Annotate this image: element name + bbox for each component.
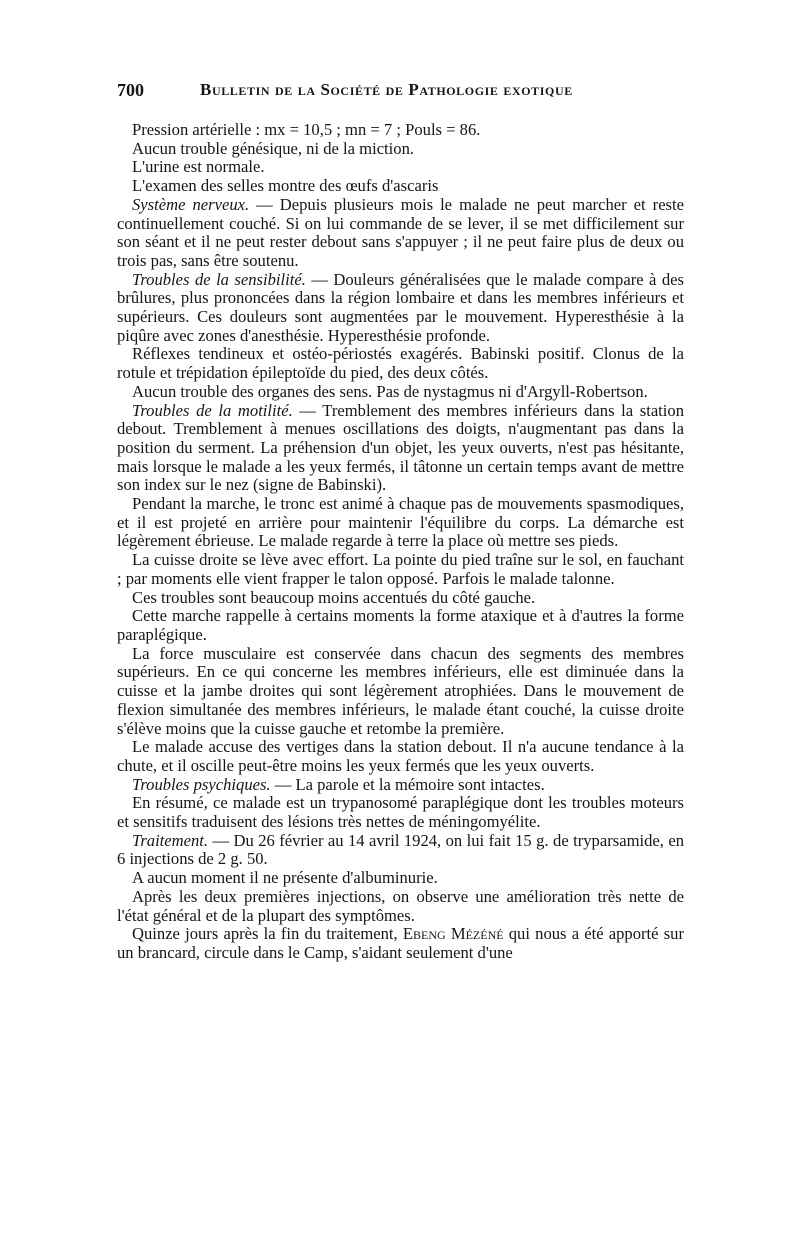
- paragraph: Pendant la marche, le tronc est animé à chaque pas de mouvements spasmodiques, et il est projeté en arrière pour maintenir l'équilibre du corps. La démarche est légèrement ébrieuse. Le malade regarde à terre la place où mettre ses pieds.: [117, 494, 684, 551]
- paragraph: Réflexes tendineux et ostéo-périostés exagérés. Babinski positif. Clonus de la rotule et trépidation épileptoïde du pied, des deux côtés.: [117, 344, 684, 383]
- paragraph: Le malade accuse des vertiges dans la station debout. Il n'a aucune tendance à la chute, et il oscille peut-être moins les yeux fermés que les yeux ouverts.: [117, 737, 684, 775]
- section-paragraph-psychiques: Troubles psychiques. — La parole et la mémoire sont intactes.: [132, 774, 545, 794]
- body-text: [117, 121, 684, 963]
- paragraph: La cuisse droite se lève avec effort. La pointe du pied traîne sur le sol, en fauchant ; par moments elle vient frapper le talon opposé. Parfois le malade talonne.: [117, 550, 684, 588]
- section-heading: Système nerveux.: [132, 194, 250, 214]
- section-heading: Troubles psychiques.: [132, 774, 271, 794]
- paragraph: La force musculaire est conservée dans chacun des segments des membres supérieurs. En ce qui concerne les membres inférieurs, elle est diminuée dans la cuisse et la jambe droites qui sont légèrement atrophiées. Dans le mouvement de flexion simultanée des membres inférieurs, le malade étant couché, la cuisse droite s'élève moins que la cuisse gauche et retombe la première.: [117, 643, 684, 738]
- section-paragraph-motilite: Troubles de la motilité. — Tremblement des membres inférieurs dans la station debout. Tremblement à menues oscillations des doigts, n'augmentant pas dans la position du serment. La préhension d'un objet, les yeux ouverts, n'est pas hésitante, mais lorsque le malade a les yeux fermés, il tâtonne un certain temps avant de mettre son index sur le nez (signe de Babinski).: [117, 400, 684, 495]
- section-heading: Traitement.: [132, 830, 209, 850]
- page-number: 700: [117, 80, 144, 100]
- paragraph: Ces troubles sont beaucoup moins accentués du côté gauche.: [132, 587, 536, 607]
- paragraph: En résumé, ce malade est un trypanosomé paraplégique dont les troubles moteurs et sensitifs traduisent des lésions très nettes de méningomyélite.: [117, 793, 684, 832]
- running-header: [117, 76, 700, 104]
- section-heading: Troubles de la sensibilité.: [132, 269, 306, 289]
- patient-name: Ebeng Mézéné: [402, 924, 504, 944]
- paragraph: A aucun moment il ne présente d'albuminurie.: [132, 868, 438, 888]
- section-paragraph-systeme-nerveux: Système nerveux. — Depuis plusieurs mois le malade ne peut marcher et reste continuellement couché. Si on lui commande de se lever, il se met difficilement sur son séant et il ne peut rester debout sans s'appuyer ; il ne peut faire plus de deux ou trois pas, sans être soutenu.: [117, 194, 684, 270]
- paragraph: Cette marche rappelle à certains moments la forme ataxique et à d'autres la forme paraplégique.: [117, 606, 684, 644]
- paragraph: Aucun trouble génésique, ni de la miction.: [132, 138, 415, 158]
- paragraph: Après les deux premières injections, on observe une amélioration très nette de l'état général et de la plupart des symptômes.: [117, 886, 684, 925]
- section-paragraph-traitement: Traitement. — Du 26 février au 14 avril 1924, on lui fait 15 g. de tryparsamide, en 6 injections de 2 g. 50.: [117, 830, 684, 869]
- paragraph: Pression artérielle : mx = 10,5 ; mn = 7 ; Pouls = 86.: [132, 120, 481, 139]
- section-heading: Troubles de la motilité.: [132, 400, 293, 420]
- paragraph: Quinze jours après la fin du traitement, Ebeng Mézéné qui nous a été apporté sur un brancard, circule dans le Camp, s'aidant seulement d'une: [117, 924, 684, 962]
- running-title: Bulletin de la Société de Pathologie exotique: [200, 80, 573, 99]
- paragraph: Aucun trouble des organes des sens. Pas de nystagmus ni d'Argyll-Robertson.: [132, 381, 648, 401]
- section-paragraph-sensibilite: Troubles de la sensibilité. — Douleurs généralisées que le malade compare à des brûlures, plus prononcées dans la région lombaire et dans les membres inférieurs et supérieurs. Ces douleurs sont augmentées par le mouvement. Hyperesthésie à la piqûre avec zones d'anesthésie. Hyperesthésie profonde.: [117, 269, 684, 345]
- paragraph: L'examen des selles montre des œufs d'ascaris: [132, 176, 439, 196]
- paragraph: L'urine est normale.: [132, 157, 265, 177]
